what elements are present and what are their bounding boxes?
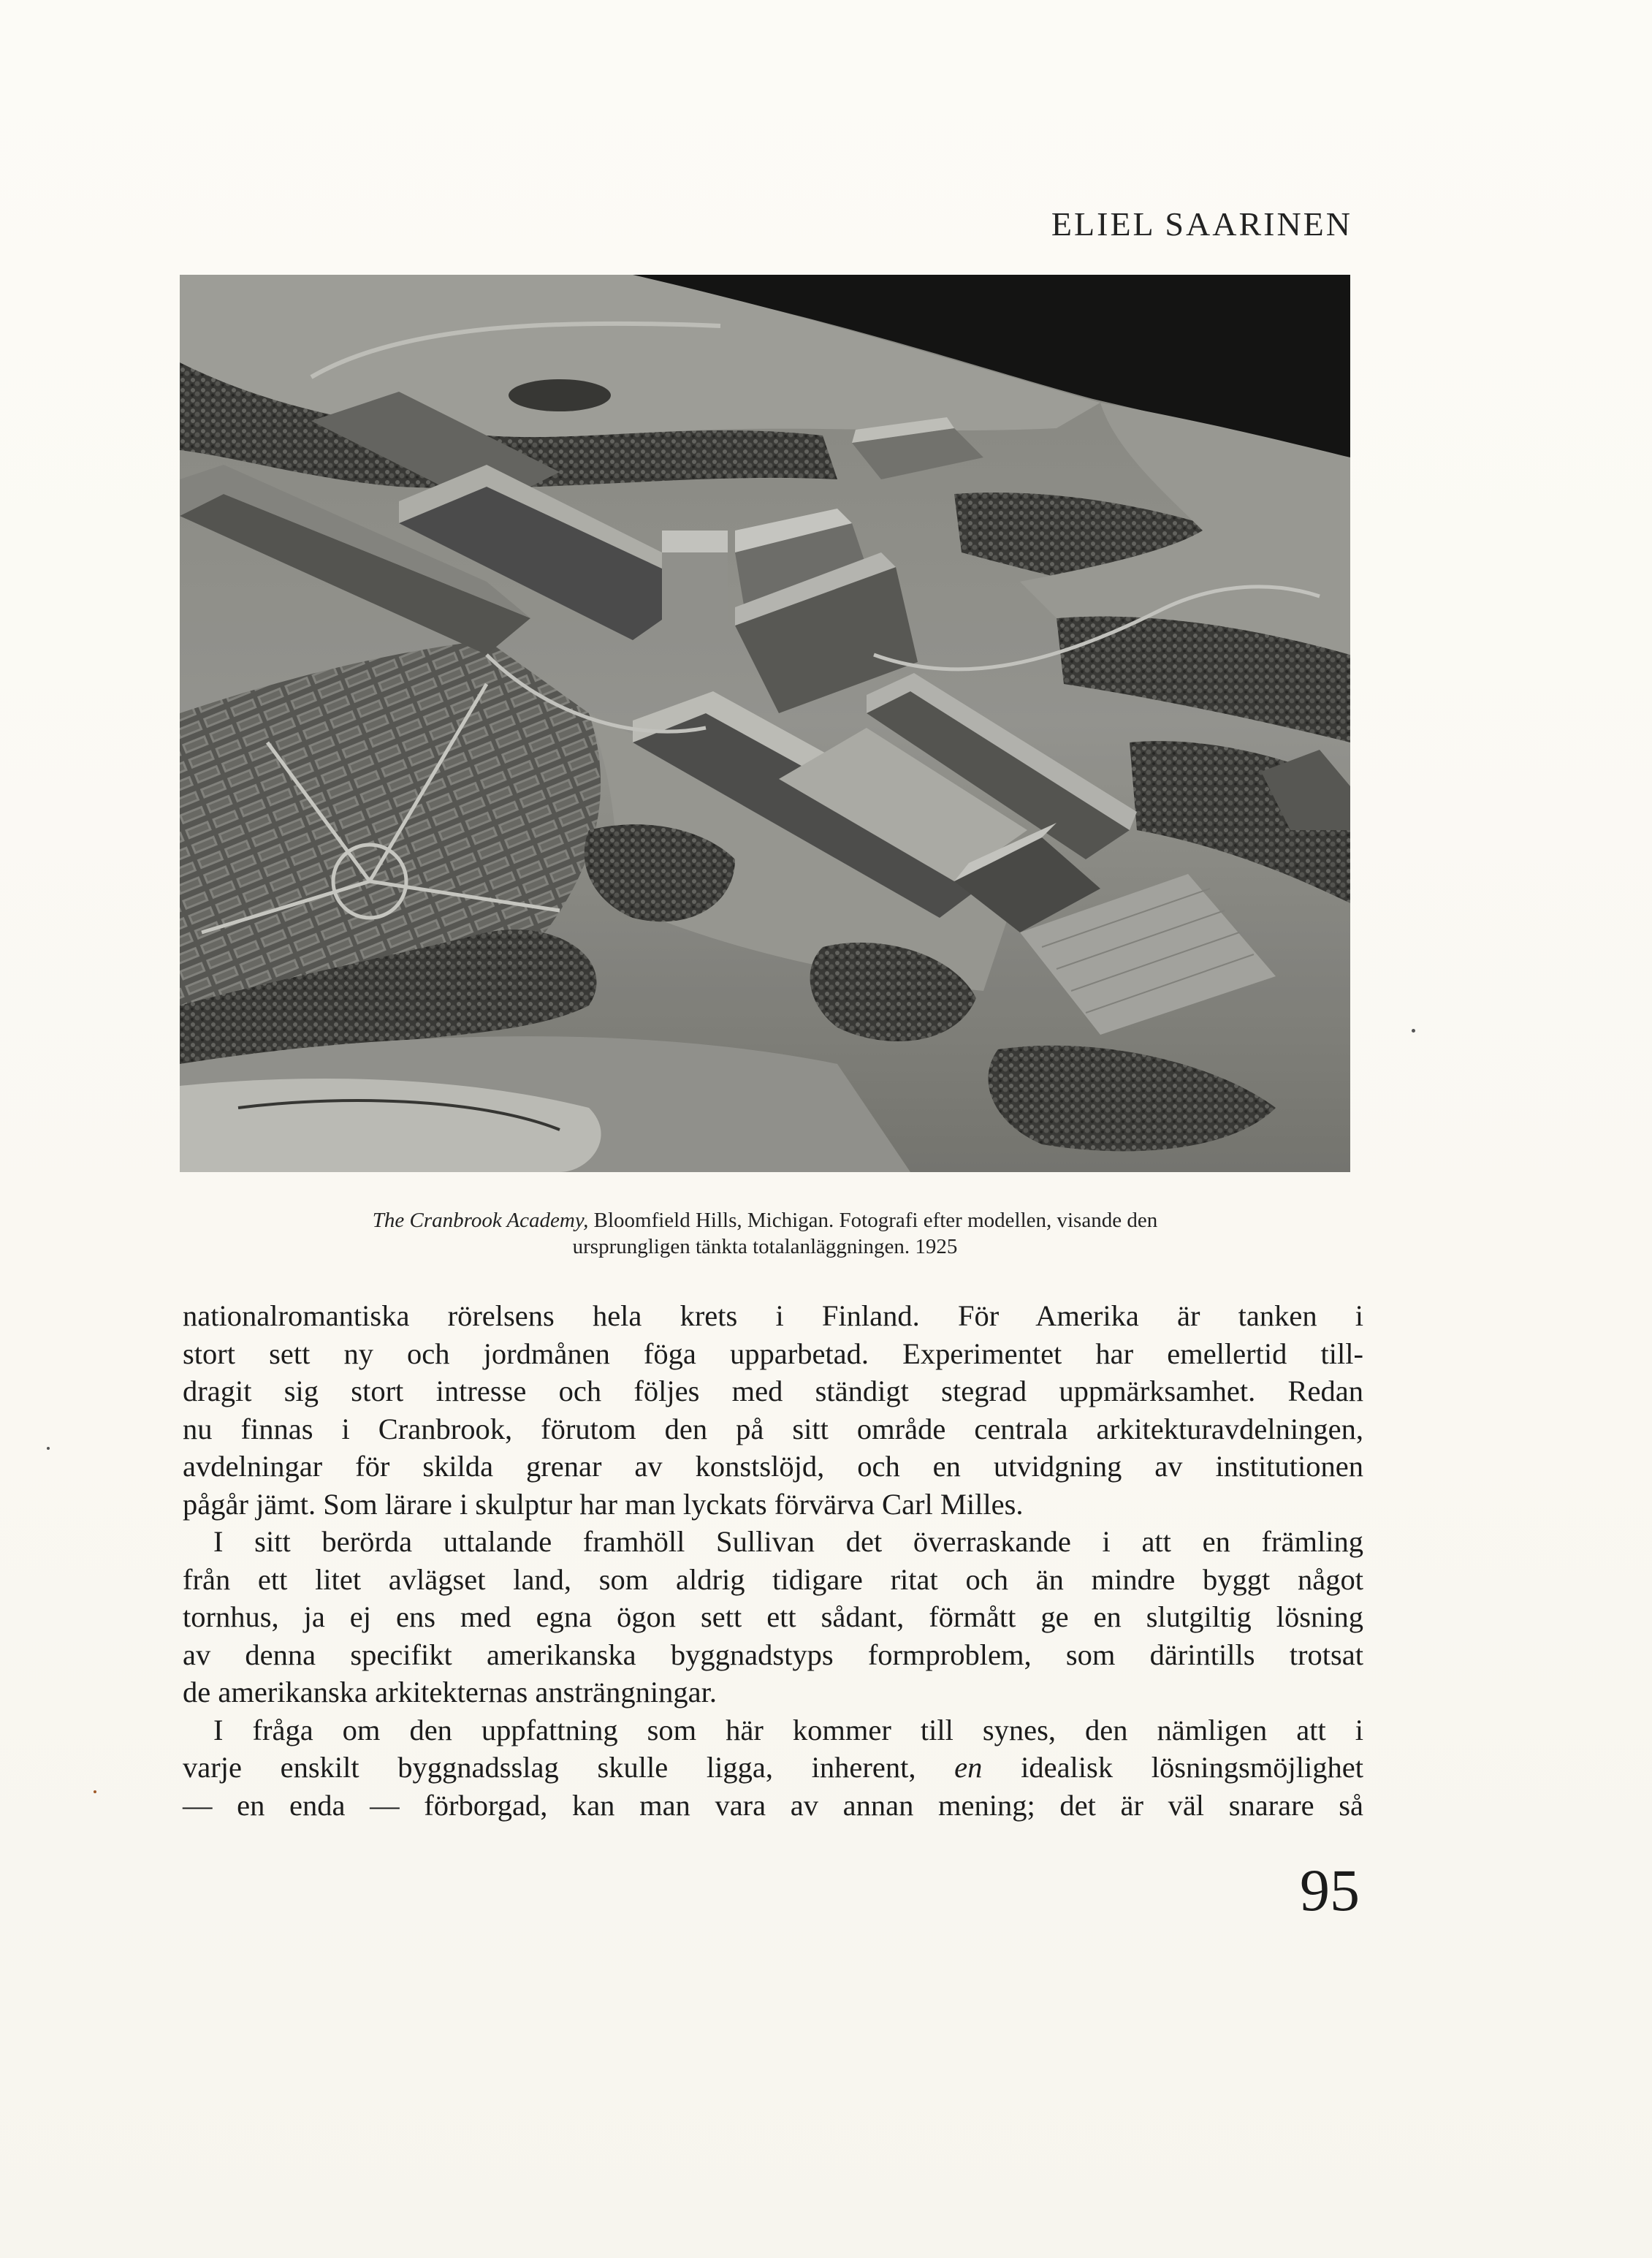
body-line: avdelningar för skilda grenar av konstslöjd, och en utvidgning av institutionen bbox=[183, 1450, 1363, 1483]
figure-caption bbox=[180, 1207, 1350, 1260]
campus-model-photo-svg bbox=[180, 275, 1350, 1172]
body-line: pågår jämt. Som lärare i skulptur har man lyckats förvärva Carl Milles. bbox=[183, 1487, 1024, 1521]
body-line: nationalromantiska rörelsens hela krets i Finland. För Amerika är tanken i bbox=[183, 1299, 1363, 1332]
body-line: nu finnas i Cranbrook, förutom den på sitt område centrala arkitekturavdelningen, bbox=[183, 1412, 1363, 1445]
campus-model-photograph bbox=[180, 275, 1350, 1172]
paper-speck bbox=[1412, 1029, 1415, 1033]
body-line: de amerikanska arkitekternas ansträngningar. bbox=[183, 1676, 717, 1708]
page-number: 95 bbox=[1300, 1857, 1360, 1923]
body-line-emphasis: en bbox=[954, 1751, 983, 1784]
caption-line-2: ursprungligen tänkta totalanläggningen. 1925 bbox=[572, 1235, 958, 1258]
body-line: dragit sig stort intresse och följes med ständigt stegrad uppmärksamhet. Redan bbox=[183, 1375, 1363, 1407]
body-text bbox=[183, 1297, 1363, 1824]
body-line-part: varje enskilt byggnadsslag skulle ligga, inherent, bbox=[183, 1751, 916, 1784]
body-line: tornhus, ja ej ens med egna ögon sett ett sådant, förmått ge en slutgiltig lösning bbox=[183, 1600, 1363, 1633]
body-line: stort sett ny och jordmånen föga upparbetad. Experimentet har emellertid till- bbox=[183, 1337, 1363, 1370]
body-line: I sitt berörda uttalande framhöll Sullivan det överraskande i att en främling bbox=[213, 1525, 1363, 1558]
body-line-part: idealisk lösningsmöjlighet bbox=[1021, 1751, 1364, 1784]
paper-speck bbox=[94, 1790, 96, 1793]
body-line: från ett litet avlägset land, som aldrig tidigare ritat och än mindre byggt något bbox=[183, 1562, 1363, 1596]
body-line: I fråga om den uppfattning som här kommer till synes, den nämligen att i bbox=[213, 1713, 1363, 1746]
body-line-mixed bbox=[183, 1749, 1363, 1787]
caption-line-1 bbox=[180, 1207, 1350, 1233]
paper-speck bbox=[47, 1447, 50, 1450]
caption-italic-title: The Cranbrook Academy, bbox=[372, 1209, 589, 1232]
running-title: ELIEL SAARINEN bbox=[1051, 205, 1352, 243]
body-line: av denna specifikt amerikanska byggnadstyps formproblem, som därintills trotsat bbox=[183, 1638, 1363, 1671]
caption-line-1-rest: Bloomfield Hills, Michigan. Fotografi efter modellen, visande den bbox=[588, 1209, 1158, 1232]
body-line: — en enda — förborgad, kan man vara av annan mening; det är väl snarare så bbox=[183, 1788, 1363, 1822]
